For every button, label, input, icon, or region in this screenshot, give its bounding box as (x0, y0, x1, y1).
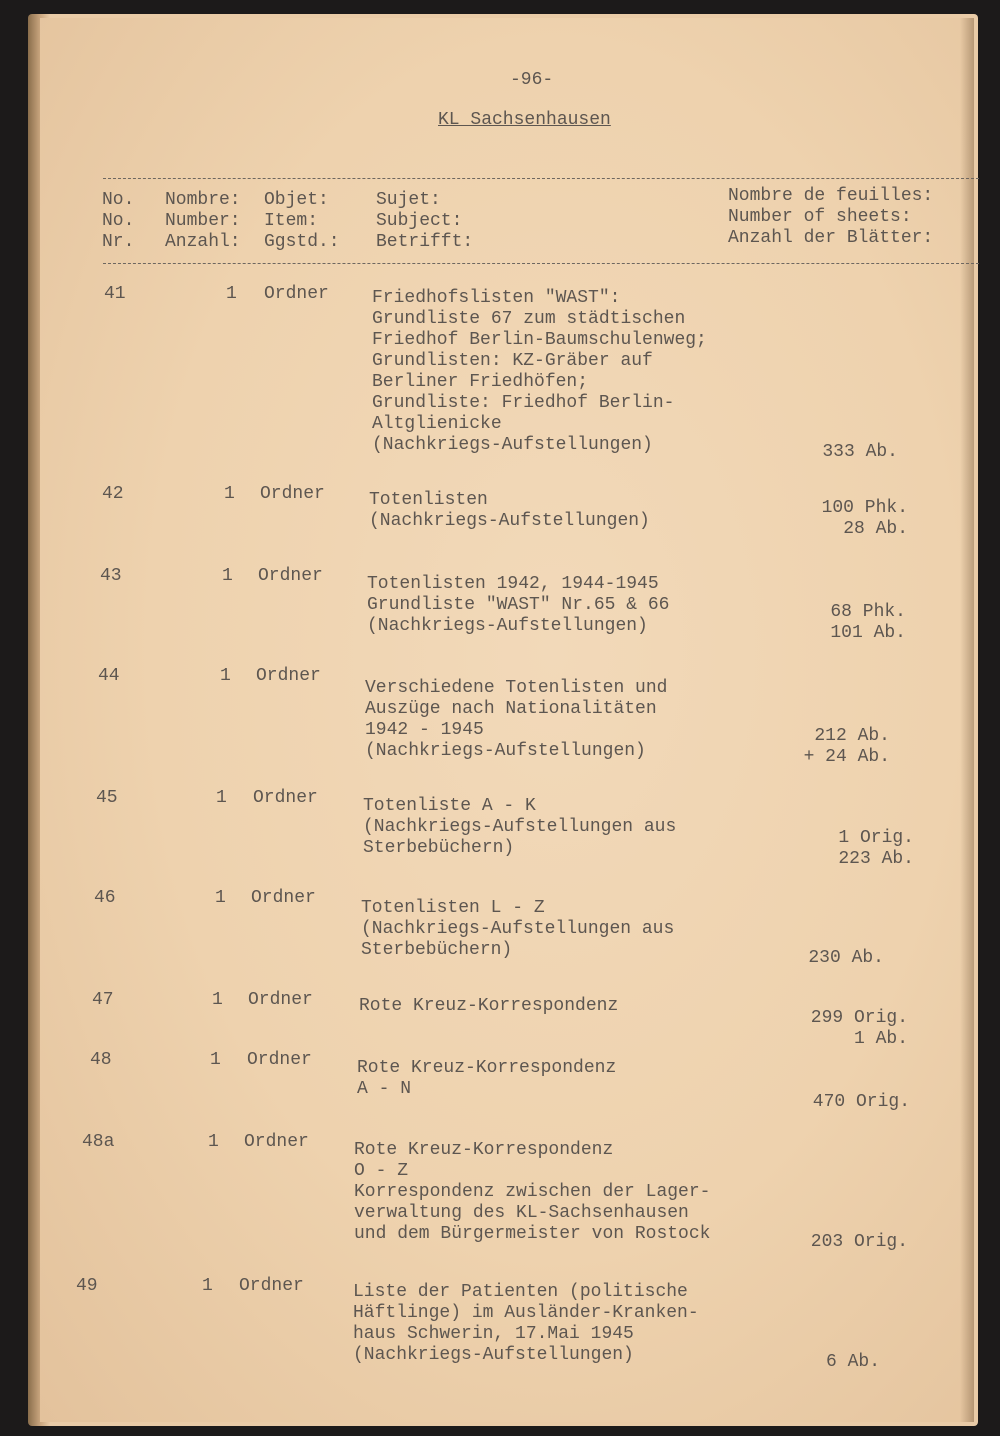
page-number: -96- (510, 70, 554, 90)
entry-object: Ordner (264, 284, 329, 304)
entry-number: 47 (92, 990, 114, 1010)
entry-object: Ordner (251, 888, 316, 908)
entry-object: Ordner (239, 1276, 304, 1296)
entry-subject: Rote Kreuz-Korrespondenz O - Z Korrespondenz zwischen der Lager- verwaltung des KL-Sachsenhausen und dem Bürgermeister von Rostock (354, 1140, 711, 1244)
entry-number: 43 (100, 566, 122, 586)
entry-sheets: 100 Phk. 28 Ab. (821, 498, 908, 539)
entry-number: 48a (82, 1132, 115, 1152)
entry-quantity: 1 (208, 1132, 219, 1152)
entry-quantity: 1 (226, 284, 237, 304)
entry-number: 46 (94, 888, 116, 908)
entry-sheets: 299 Orig. 1 Ab. (810, 1008, 908, 1049)
entry-subject: Rote Kreuz-Korrespondenz A - N (357, 1058, 617, 1099)
entry-quantity: 1 (215, 888, 226, 908)
header-quantity: Nombre: Number: Anzahl: (165, 190, 241, 252)
entry-subject: Verschiedene Totenlisten und Auszüge nach Nationalitäten 1942 - 1945 (Nachkriegs-Aufstellungen) (365, 678, 668, 761)
entry-quantity: 1 (224, 484, 235, 504)
entry-subject: Rote Kreuz-Korrespondenz (359, 996, 619, 1016)
entry-quantity: 1 (220, 666, 231, 686)
entry-object: Ordner (244, 1132, 309, 1152)
entry-number: 42 (102, 484, 124, 504)
entry-sheets: 470 Orig. (812, 1092, 910, 1112)
entry-quantity: 1 (212, 990, 223, 1010)
header-subject: Sujet: Subject: Betrifft: (376, 190, 474, 252)
entry-sheets: 230 Ab. (808, 948, 884, 968)
entry-number: 41 (104, 284, 126, 304)
entry-number: 45 (96, 788, 118, 808)
entry-object: Ordner (258, 566, 323, 586)
entry-sheets: 68 Phk. 101 Ab. (830, 602, 906, 643)
entry-object: Ordner (248, 990, 313, 1010)
entry-quantity: 1 (216, 788, 227, 808)
entry-sheets: 333 Ab. (822, 442, 898, 462)
book-gutter (960, 18, 974, 1422)
entry-sheets: 203 Orig. (810, 1232, 908, 1252)
entry-sheets: 1 Orig. 223 Ab. (838, 828, 914, 869)
entry-quantity: 1 (222, 566, 233, 586)
header-divider-bottom (103, 263, 979, 264)
entry-quantity: 1 (210, 1050, 221, 1070)
entry-number: 48 (90, 1050, 112, 1070)
entry-subject: Totenlisten L - Z (Nachkriegs-Aufstellungen aus Sterbebüchern) (361, 898, 675, 960)
entry-subject: Liste der Patienten (politische Häftlinge) im Ausländer-Kranken- haus Schwerin, 17.Mai 1945 (Nachkriegs-Aufstellungen) (353, 1282, 699, 1365)
entry-quantity: 1 (202, 1276, 213, 1296)
document-page (40, 18, 974, 1422)
entry-number: 44 (98, 666, 120, 686)
header-no: No. No. Nr. (102, 190, 135, 252)
entry-sheets: 212 Ab. + 24 Ab. (803, 726, 890, 767)
entry-subject: Friedhofslisten "WAST": Grundliste 67 zum städtischen Friedhof Berlin-Baumschulenweg; Grundlisten: KZ-Gräber auf Berliner Friedhöfen; Grundliste: Friedhof Berlin- Altglienicke (Nachkriegs-Aufstellungen) (372, 288, 707, 455)
page-title: KL Sachsenhausen (438, 110, 611, 130)
header-sheets: Nombre de feuilles: Number of sheets: Anzahl der Blätter: (728, 186, 934, 248)
header-divider-top (103, 178, 979, 179)
entry-sheets: 6 Ab. (825, 1352, 880, 1372)
entry-number: 49 (76, 1276, 98, 1296)
entry-object: Ordner (256, 666, 321, 686)
entry-subject: Totenlisten 1942, 1944-1945 Grundliste "WAST" Nr.65 & 66 (Nachkriegs-Aufstellungen) (367, 574, 670, 636)
entry-object: Ordner (253, 788, 318, 808)
entry-object: Ordner (247, 1050, 312, 1070)
entry-subject: Totenlisten (Nachkriegs-Aufstellungen) (369, 490, 650, 531)
header-object: Objet: Item: Ggstd.: (264, 190, 340, 252)
entry-subject: Totenliste A - K (Nachkriegs-Aufstellungen aus Sterbebüchern) (363, 796, 677, 858)
entry-object: Ordner (260, 484, 325, 504)
